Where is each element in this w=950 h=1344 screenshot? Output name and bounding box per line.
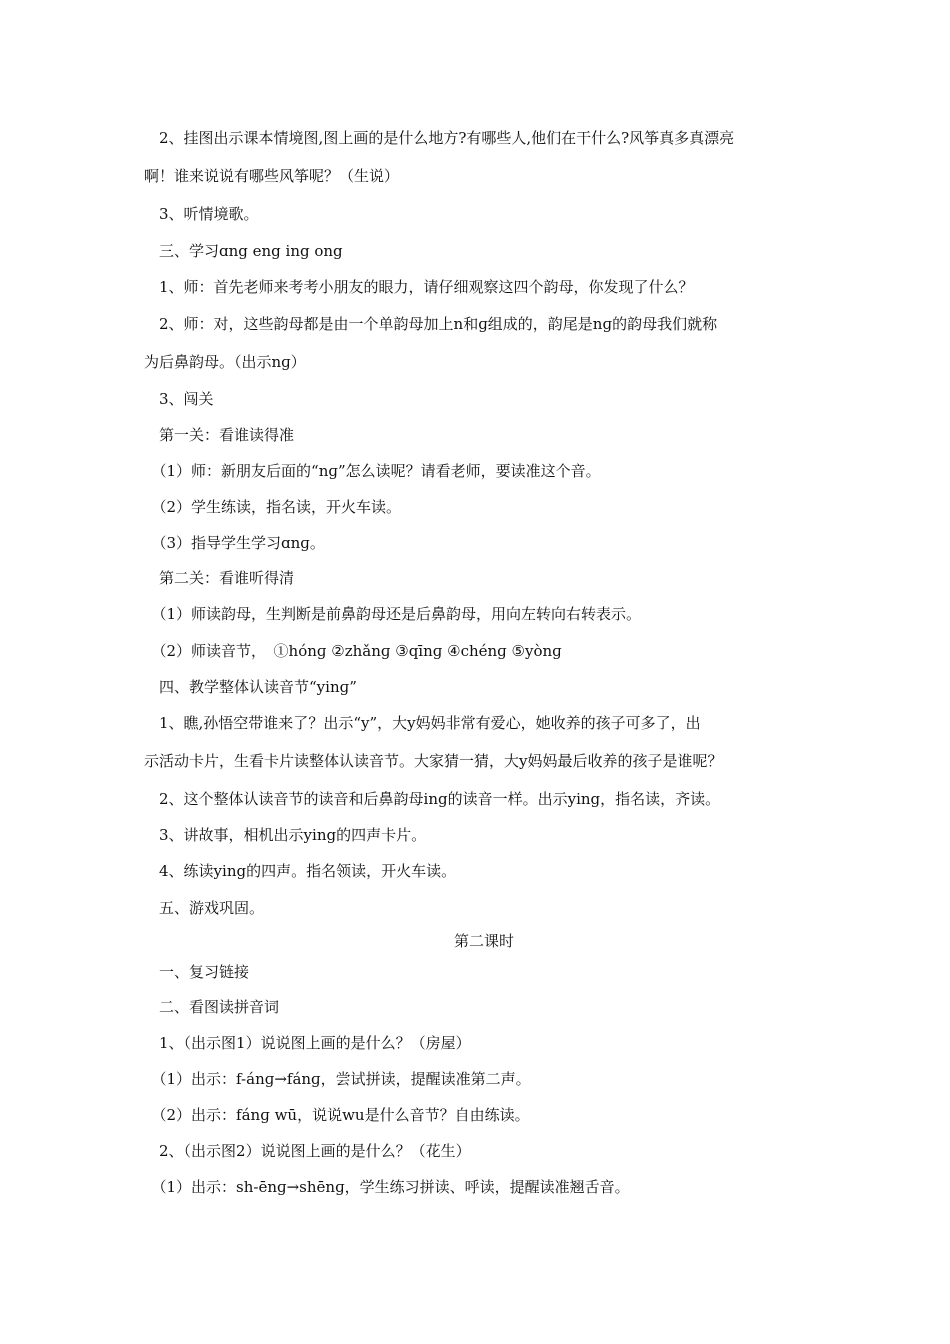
paragraph-line: 示活动卡片，生看卡片读整体认读音节。大家猜一猜，大y妈妈最后收养的孩子是谁呢？ (144, 752, 723, 770)
paragraph-line: 2、这个整体认读音节的读音和后鼻韵母ing的读音一样。出示ying，指名读，齐读。 (144, 790, 721, 808)
paragraph-line: （1）出示：f-ánɡ→fánɡ，尝试拼读，提醒读准第二声。 (144, 1070, 531, 1088)
paragraph-line: （2）学生练读，指名读，开火车读。 (144, 498, 402, 516)
paragraph-line: 2、师：对，这些韵母都是由一个单韵母加上n和ɡ组成的，韵尾是nɡ的韵母我们就称 (144, 315, 718, 333)
paragraph-line: 1、瞧,孙悟空带谁来了？出示“y”，大y妈妈非常有爱心，她收养的孩子可多了，出 (144, 714, 701, 732)
paragraph-line: 2、挂图出示课本情境图,图上画的是什么地方?有哪些人,他们在干什么?风筝真多真漂亮 (144, 129, 735, 147)
section-heading: 四、教学整体认读音节“yinɡ” (144, 678, 357, 696)
section-heading: 三、学习ɑng eng ing ong (144, 242, 343, 260)
subheading-line: 第二关：看谁听得清 (144, 569, 295, 587)
paragraph-line: 3、听情境歌。 (144, 205, 259, 223)
paragraph-line: 1、（出示图1）说说图上画的是什么？（房屋） (144, 1034, 471, 1052)
paragraph-line: 4、练读ying的四声。指名领读，开火车读。 (144, 862, 457, 880)
lesson-title: 第二课时 (453, 932, 514, 950)
paragraph-line: （1）师：新朋友后面的“nɡ”怎么读呢？请看老师，要读准这个音。 (144, 462, 601, 480)
paragraph-line: 3、闯关 (144, 390, 214, 408)
paragraph-line: （2）出示：fánɡ wū，说说wu是什么音节？自由练读。 (144, 1106, 530, 1124)
paragraph-line: （3）指导学生学习ɑnɡ。 (144, 534, 325, 552)
paragraph-line: （2）师读音节， ①hónɡ ②zhǎnɡ ③qīnɡ ④chénɡ ⑤yònɡ (144, 642, 562, 660)
paragraph-line: （1）出示：sh-ēnɡ→shēnɡ，学生练习拼读、呼读，提醒读准翘舌音。 (144, 1178, 630, 1196)
paragraph-line: 为后鼻韵母。（出示nɡ） (144, 353, 306, 371)
paragraph-line: 3、讲故事，相机出示ying的四声卡片。 (144, 826, 427, 844)
paragraph-line: 1、师：首先老师来考考小朋友的眼力，请仔细观察这四个韵母，你发现了什么？ (144, 278, 694, 296)
section-heading: 一、复习链接 (144, 963, 250, 981)
section-heading: 五、游戏巩固。 (144, 899, 265, 917)
section-heading: 二、看图读拼音词 (144, 998, 280, 1016)
paragraph-line: 2、（出示图2）说说图上画的是什么？（花生） (144, 1142, 471, 1160)
subheading-line: 第一关：看谁读得准 (144, 426, 295, 444)
paragraph-line: 啊！谁来说说有哪些风筝呢？（生说） (144, 167, 400, 185)
paragraph-line: （1）师读韵母，生判断是前鼻韵母还是后鼻韵母，用向左转向右转表示。 (144, 605, 642, 623)
